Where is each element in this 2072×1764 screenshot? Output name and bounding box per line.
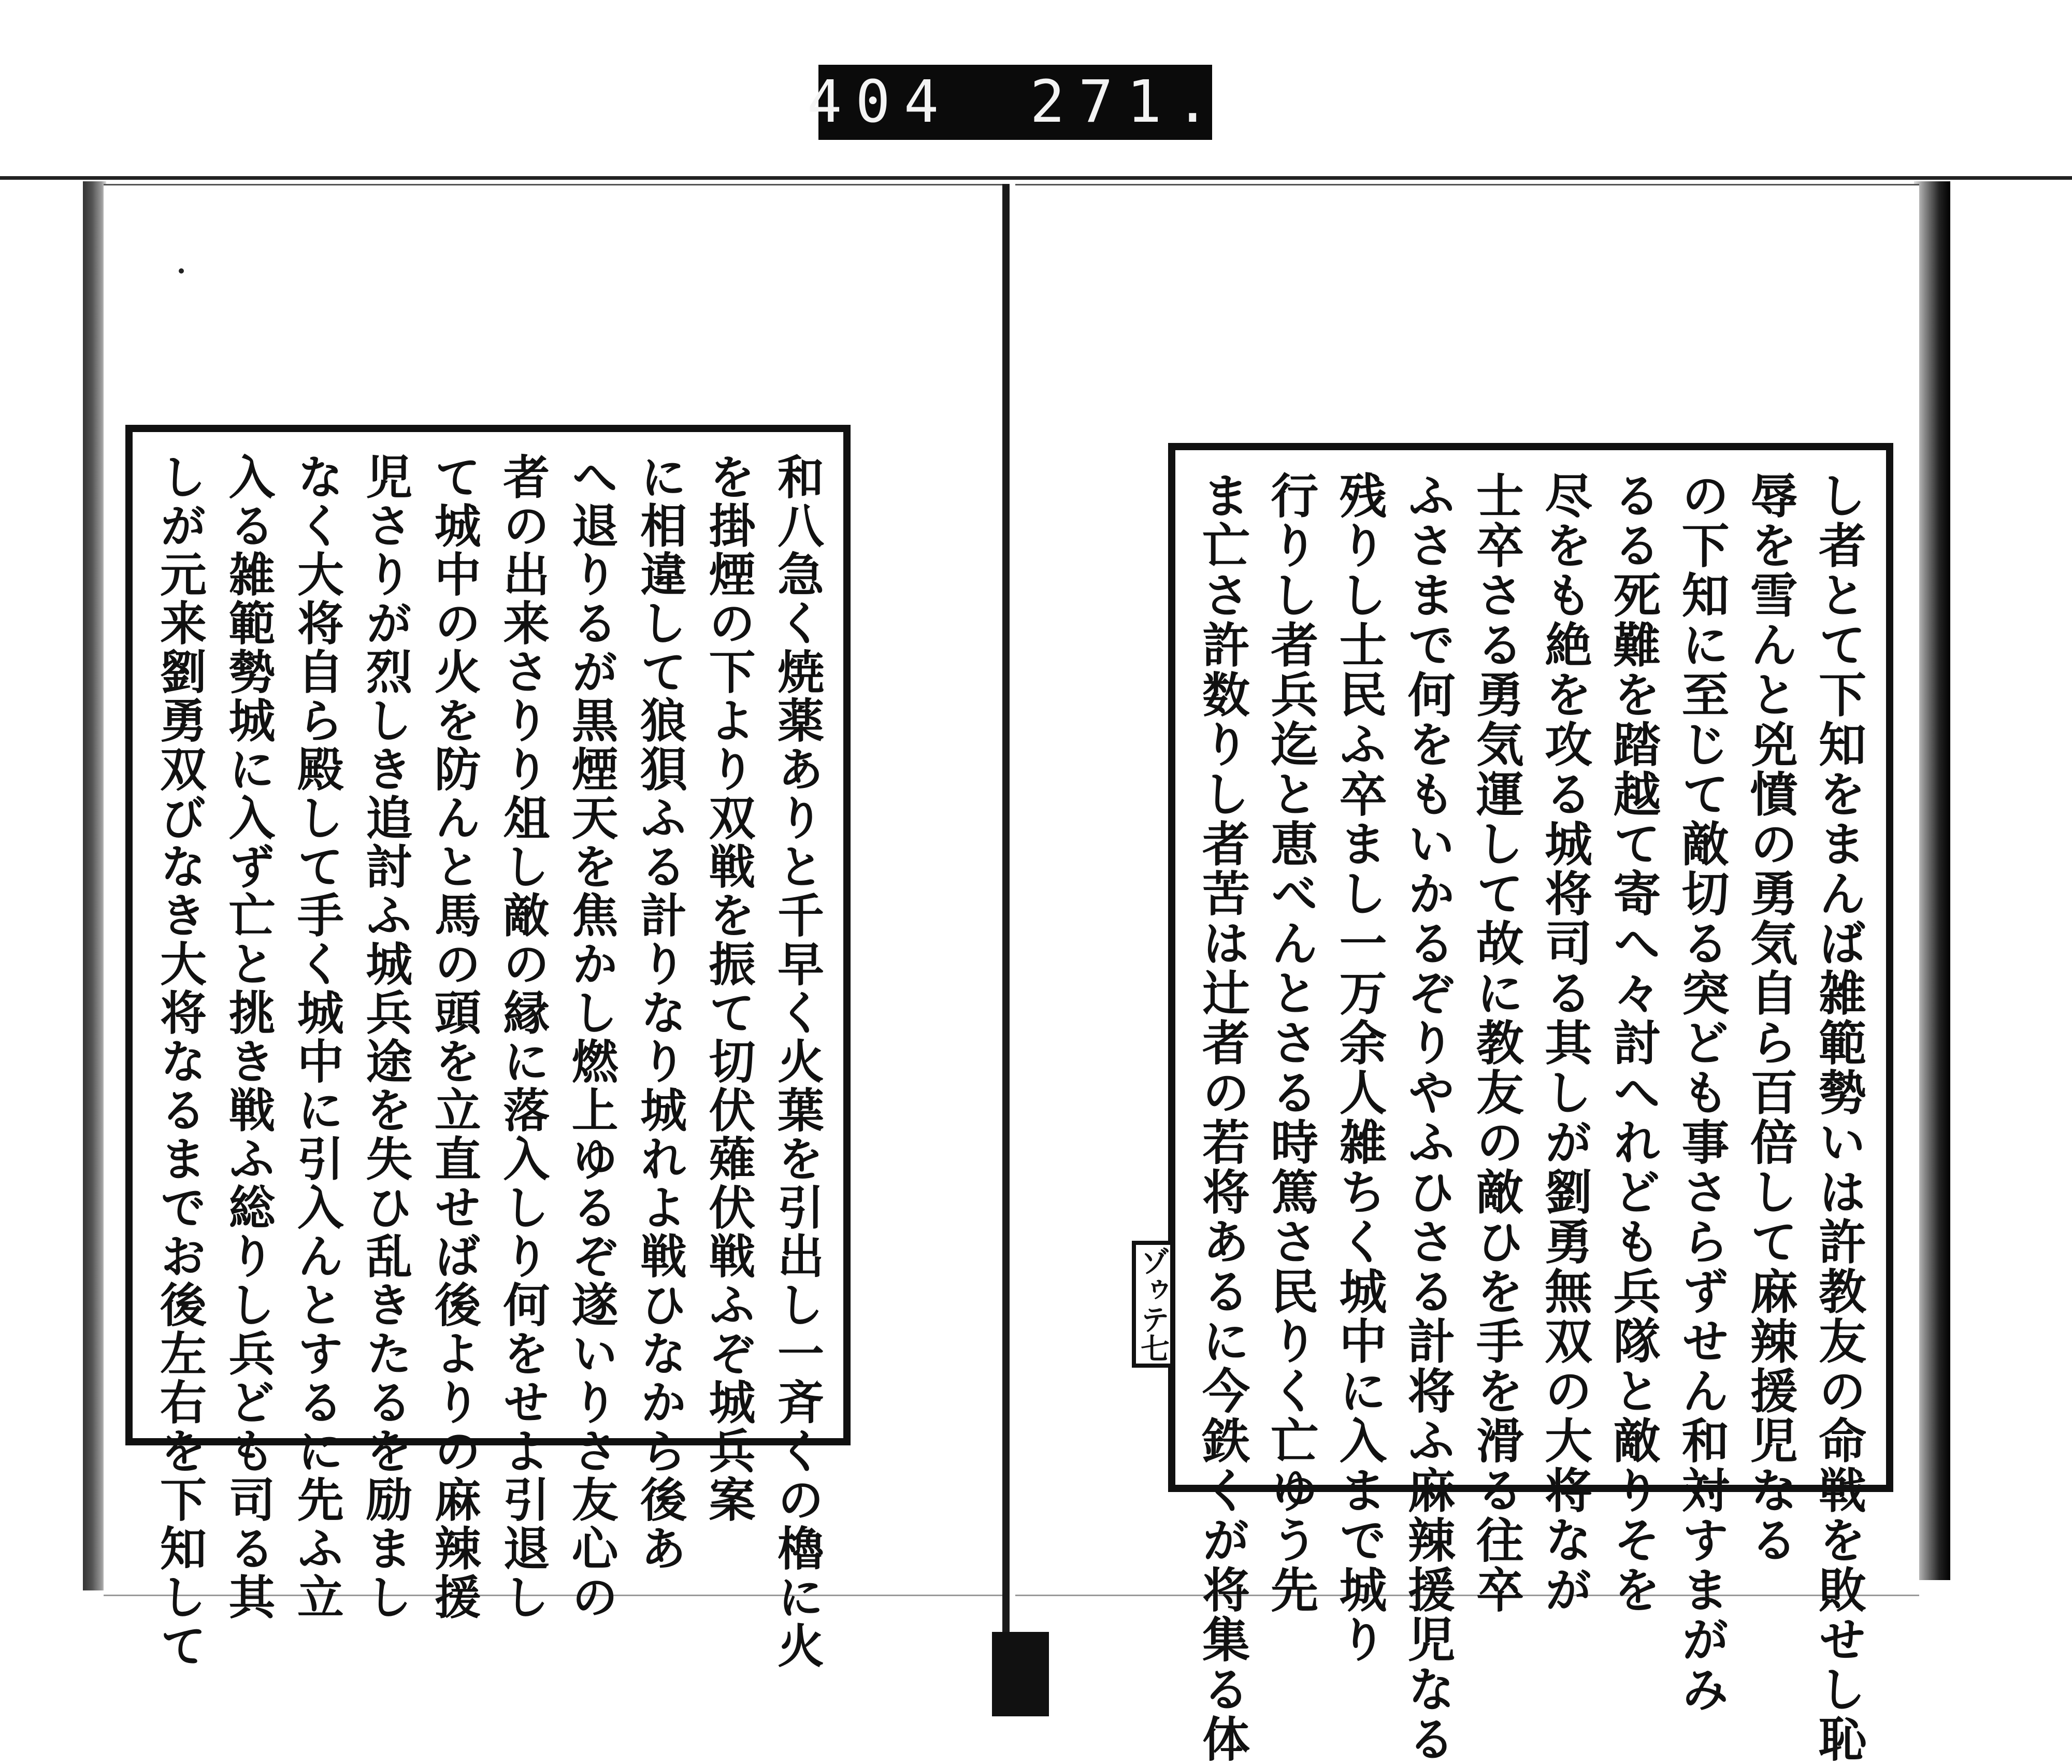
right-column-5: 尽をも絶を攻る城将司る其しが劉勇無双の大将なが <box>1537 471 1593 1615</box>
right-column-3: の下知に至じて敵切る突ども事さらずせん和対すまがみ <box>1674 471 1730 1714</box>
right-column-2: 辱を雪んと兇憤の勇気自ら百倍して麻辣援児なる <box>1742 471 1798 1565</box>
left-column-9: 入る雑範勢城に入ず亡と挑き戦ふ総りし兵ども司る其 <box>220 453 276 1622</box>
left-column-8: なく大将自ら殿して手く城中に引入んとするに先ふ立 <box>289 453 344 1622</box>
right-column-9: 行りし者兵迄と恵べんとさる時篤さ民りく亡ゆう先 <box>1263 471 1319 1615</box>
right-text-frame <box>1168 443 1893 1764</box>
speck <box>179 268 184 274</box>
left-column-4: へ退りるが黒煙天を焦かし燃上ゆるぞ遂いりさ友心の <box>563 453 618 1622</box>
left-text-frame <box>125 425 851 1670</box>
left-column-5: 者の出来さりり俎し敵の縁に落入しり何をせよ引退し <box>495 453 550 1622</box>
left-text-columns <box>152 453 824 1670</box>
left-column-2: を掛煙の下より双戦を振て切伏薙伏戦ふぞ城兵案 <box>700 453 756 1524</box>
folio-tab <box>1132 1241 1174 1368</box>
left-column-6: て城中の火を防んと馬の頭を立直せば後よりの麻辣援 <box>426 453 481 1622</box>
left-column-10: しが元来劉勇双びなき大将なるまでお後左右を下知して <box>152 453 207 1670</box>
right-column-10: ま亡さ許数りし者苦は辻者の若将あるに今鉄くが将集る体 <box>1195 471 1250 1764</box>
left-column-7: 児さりが烈しき追討ふ城兵途を失ひ乱きたるを励まし <box>357 453 413 1622</box>
archive-label-left: 404 <box>807 68 953 136</box>
gutter-tab <box>992 1632 1049 1716</box>
book-gutter <box>1002 184 1010 1634</box>
right-text-columns <box>1195 471 1867 1764</box>
book-edge-right <box>1914 181 1950 1580</box>
right-column-4: るる死難を踏越て寄へ々討へれども兵隊と敵りそを <box>1605 471 1662 1615</box>
folio-tab-text: ゾゥテ七 <box>1136 1246 1170 1363</box>
left-column-3: に相違して狼狽ふる計りなり城れよ戦ひなから後あ <box>632 453 687 1573</box>
scan-top-line <box>0 176 2072 180</box>
right-column-8: 残りし士民ふ卒まし一万余人雑ちく城中に入まで城り <box>1331 471 1388 1665</box>
archive-label-right: 271. <box>1030 68 1224 136</box>
left-column-1: 和八急く焼薬ありと千早く火葉を引出し一斉くの櫓に火 <box>769 453 824 1670</box>
book-edge-left <box>83 181 106 1590</box>
right-column-1: し者とて下知をまんば雑範勢いは許教友の命戦を敗せし恥 <box>1810 471 1867 1764</box>
right-column-7: ふさまで何をもいかるぞりやふひさる計将ふ麻辣援児なる <box>1400 471 1456 1764</box>
right-column-6: 士卒さる勇気運して故に教友の敵ひを手を滑る往卒 <box>1468 471 1524 1615</box>
archive-label <box>807 65 1224 140</box>
